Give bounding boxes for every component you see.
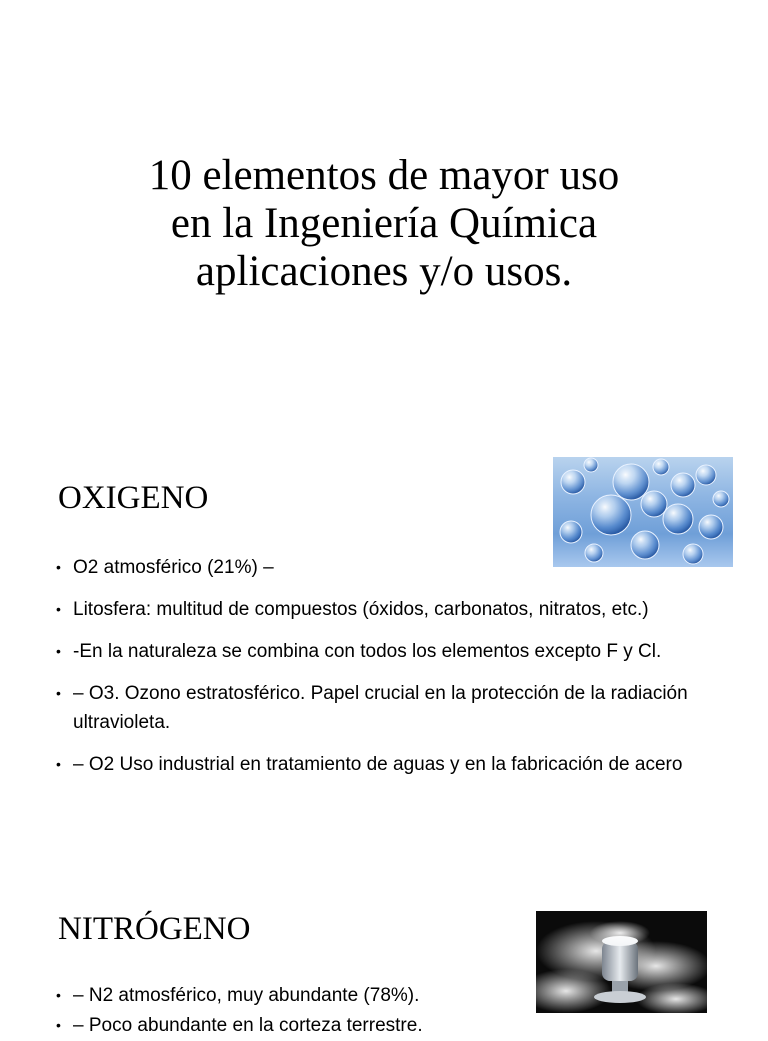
bullet-marker: • — [56, 987, 61, 1003]
bullet-marker: • — [56, 559, 61, 575]
list-item — [56, 637, 746, 666]
list-item — [56, 553, 746, 582]
nitrogeno-bullet-list — [56, 981, 746, 1041]
title-line: aplicaciones y/o usos. — [195, 248, 573, 295]
bullet-text: Litosfera: multitud de compuestos (óxidos, carbonatos, nitratos, etc.) — [73, 599, 649, 620]
bullet-text: – O2 Uso industrial en tratamiento de aguas y en la fabricación de acero — [73, 754, 683, 775]
bullet-text: – O3. Ozono estratosférico. Papel crucial en la protección de la radiación ultravioleta. — [73, 683, 688, 733]
bullet-text: – Poco abundante en la corteza terrestre. — [73, 1015, 423, 1036]
list-item — [56, 679, 746, 737]
title-line: 10 elementos de mayor uso — [148, 152, 620, 199]
title-line: en la Ingeniería Química — [170, 200, 598, 247]
list-item — [56, 1011, 746, 1040]
bullet-marker: • — [56, 756, 61, 772]
bullet-marker: • — [56, 601, 61, 617]
list-item — [56, 981, 746, 1010]
list-item — [56, 595, 746, 624]
bullet-text: -En la naturaleza se combina con todos los elementos excepto F y Cl. — [73, 641, 662, 662]
oxigeno-bullet-list — [56, 553, 746, 792]
oxygen-bubbles-photo — [553, 457, 733, 567]
bullet-marker: • — [56, 1017, 61, 1033]
bullet-marker: • — [56, 685, 61, 701]
section-heading-nitrogeno: NITRÓGENO — [58, 911, 251, 947]
page-title — [90, 152, 678, 296]
bullet-text: O2 atmosférico (21%) – — [73, 557, 274, 578]
bullet-marker: • — [56, 643, 61, 659]
list-item — [56, 750, 746, 779]
bubbles-illustration — [553, 457, 733, 567]
section-heading-oxigeno: OXIGENO — [58, 480, 209, 516]
bullet-text: – N2 atmosférico, muy abundante (78%). — [73, 985, 420, 1006]
